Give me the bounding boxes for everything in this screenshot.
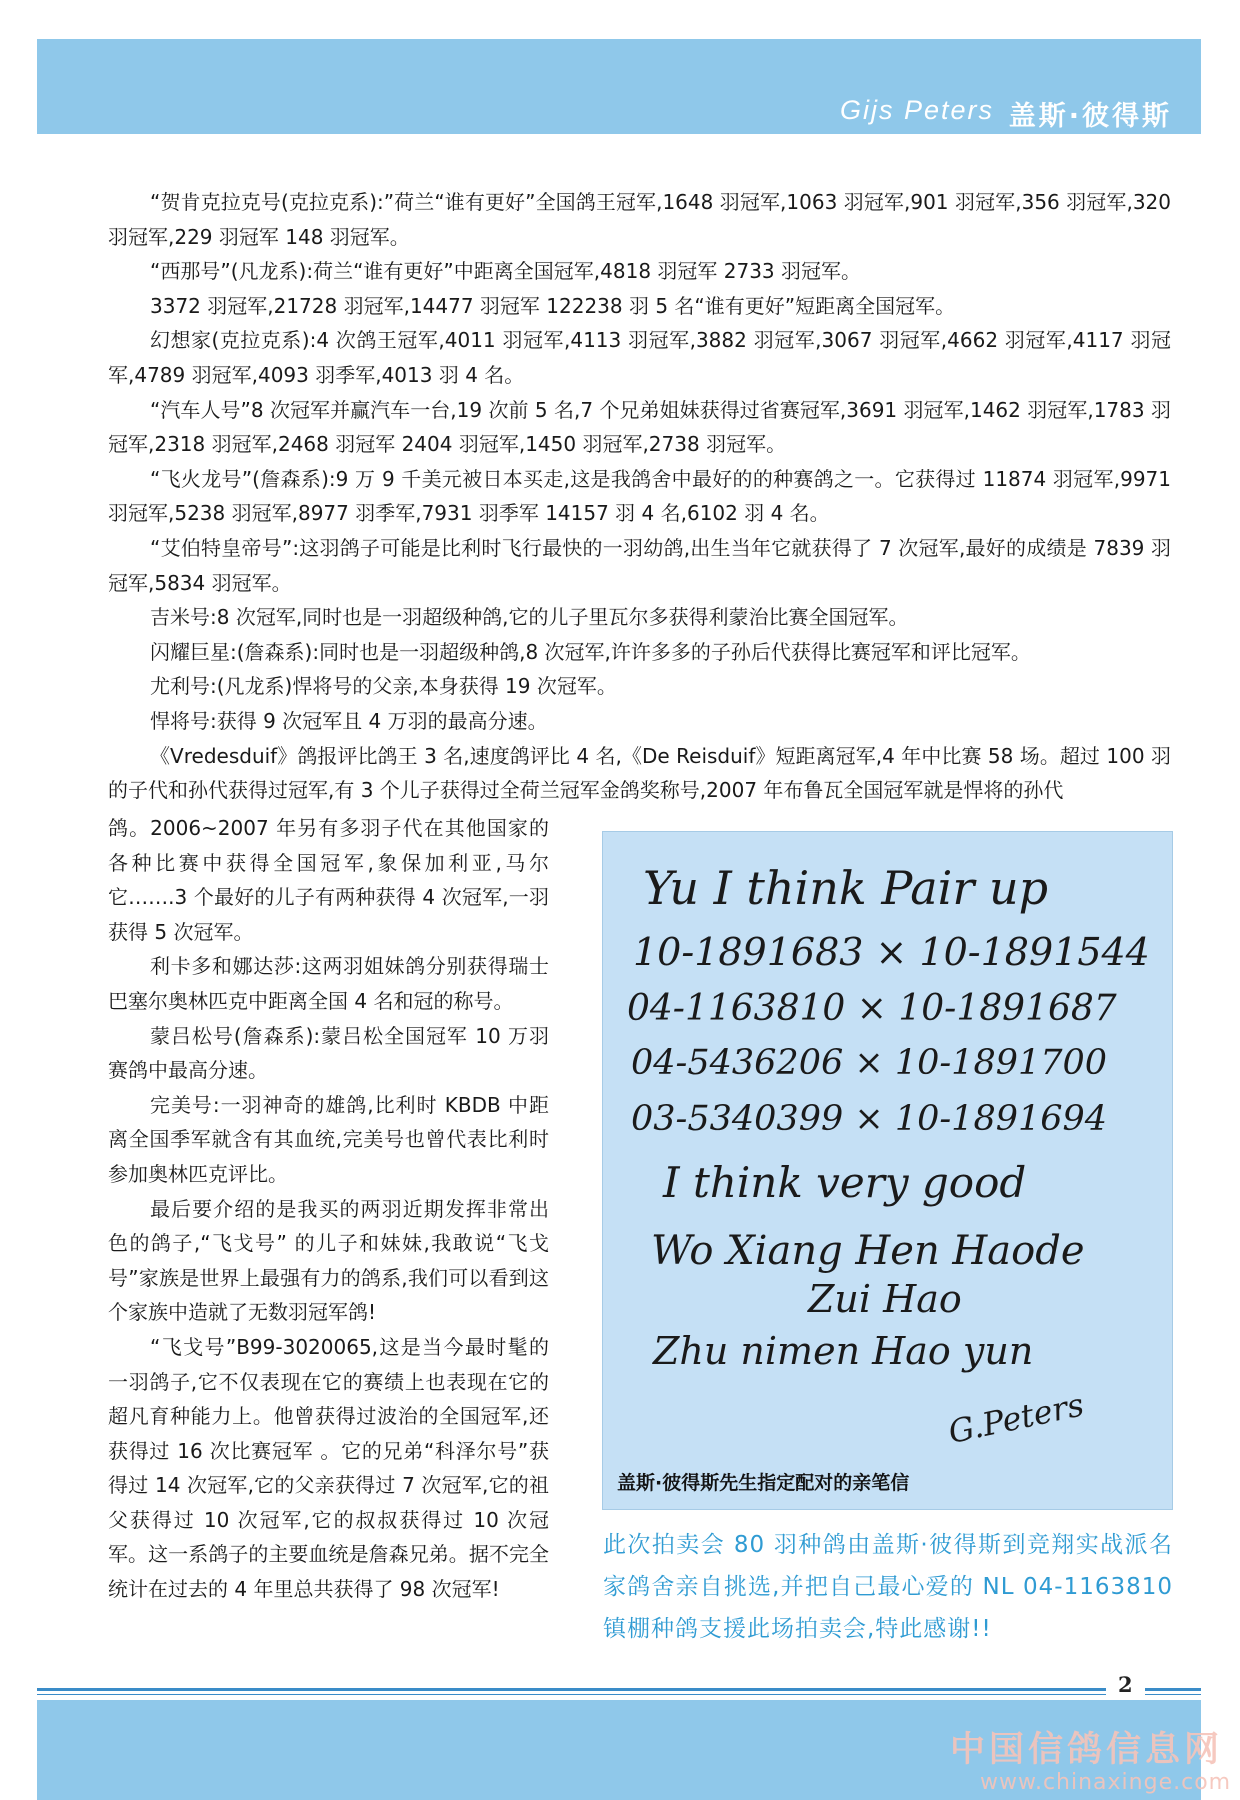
header-latin-name: Gijs Peters	[839, 95, 994, 125]
paragraph: 鸽。2006~2007 年另有多羽子代在其他国家的各种比赛中获得全国冠军,象保加利亚,马尔它…….3 个最好的儿子有两种获得 4 次冠军,一羽获得 5 次冠军。	[108, 816, 549, 944]
left-column-text	[108, 811, 549, 1607]
paragraph: 3372 羽冠军,21728 羽冠军,14477 羽冠军 122238 羽 5 名“谁有更好”短距离全国冠军。	[150, 293, 956, 318]
watermark-site-name: 中国信鸽信息网	[950, 1730, 1224, 1770]
signature: G.Peters	[945, 1385, 1088, 1452]
body-text	[108, 185, 1171, 808]
paragraph: 闪耀巨星:(詹森系):同时也是一羽超级种鸽,8 次冠军,许许多多的子孙后代获得比赛冠军和评比冠军。	[150, 639, 1031, 664]
handwriting-line: Zui Hao	[808, 1277, 962, 1321]
handwritten-letter-image	[602, 831, 1173, 1510]
paragraph: “汽车人号”8 次冠军并赢汽车一台,19 次前 5 名,7 个兄弟姐妹获得过省赛冠军,3691 羽冠军,1462 羽冠军,1783 羽冠军,2318 羽冠军,2468 羽冠军 2404 羽冠军,1450 羽冠军,2738 羽冠军。	[108, 397, 1171, 457]
handwriting-line: I think very good	[663, 1158, 1027, 1207]
paragraph: 尤利号:(凡龙系)悍将号的父亲,本身获得 19 次冠军。	[150, 674, 617, 699]
handwriting-line: Zhu nimen Hao yun	[653, 1329, 1034, 1373]
footer-rule	[37, 1688, 1201, 1691]
paragraph: 《Vredesduif》鸽报评比鸽王 3 名,速度鸽评比 4 名,《De Reisduif》短距离冠军,4 年中比赛 58 场。超过 100 羽的子代和孙代获得过冠军,有 3 个儿子获得过全荷兰冠军金鸽奖称号,2007 年布鲁瓦全国冠军就是悍将的孙代	[108, 743, 1171, 803]
handwriting-svg	[603, 832, 1172, 1509]
paragraph: 最后要介绍的是我买的两羽近期发挥非常出色的鸽子,“飞戈号” 的儿子和妹妹,我敢说“飞戈号”家族是世界上最强有力的鸽系,我们可以看到这个家族中造就了无数羽冠军鸽!	[108, 1196, 549, 1325]
handwriting-line: 04-1163810 × 10-1891687	[627, 988, 1117, 1029]
paragraph: 利卡多和娜达莎:这两羽姐妹鸽分别获得瑞士巴塞尔奥林匹克中距离全国 4 名和冠的称号。	[108, 954, 549, 1013]
header-chinese-name: 盖斯·彼得斯	[1008, 101, 1172, 132]
letter-caption: 盖斯·彼得斯先生指定配对的亲笔信	[617, 1472, 910, 1494]
thanks-note: 此次拍卖会 80 羽种鸽由盖斯·彼得斯到竞翔实战派名家鸽舍亲自挑选,并把自己最心爱的 NL 04-1163810 镇棚种鸽支援此场拍卖会,特此感谢!!	[603, 1532, 1173, 1642]
footer-rule-thin	[37, 1694, 1201, 1695]
paragraph: 完美号:一羽神奇的雄鸽,比利时 KBDB 中距离全国季军就含有其血统,完美号也曾代表比利时参加奥林匹克评比。	[108, 1092, 549, 1186]
paragraph: 吉米号:8 次冠军,同时也是一羽超级种鸽,它的儿子里瓦尔多获得利蒙治比赛全国冠军。	[150, 605, 909, 630]
handwriting-line: Wo Xiang Hen Haode	[651, 1228, 1085, 1274]
paragraph: 幻想家(克拉克系):4 次鸽王冠军,4011 羽冠军,4113 羽冠军,3882 羽冠军,3067 羽冠军,4662 羽冠军,4117 羽冠军,4789 羽冠军,4093 羽季军,4013 羽 4 名。	[108, 328, 1171, 387]
paragraph: “西那号”(凡龙系):荷兰“谁有更好”中距离全国冠军,4818 羽冠军 2733 羽冠军。	[150, 259, 862, 284]
handwriting-line: 03-5340399 × 10-1891694	[631, 1099, 1108, 1139]
paragraph: 悍将号:获得 9 次冠军且 4 万羽的最高分速。	[150, 708, 548, 733]
paragraph: “飞戈号”B99-3020065,这是当今最时髦的一羽鸽子,它不仅表现在它的赛绩上也表现在它的超凡育种能力上。他曾获得过波治的全国冠军,还获得过 16 次比赛冠军 。它的兄弟“科泽尔号”获得过 14 次冠军,它的父亲获得过 7 次冠军,它的祖父获得过 10 次冠军,它的叔叔获得过 10 次冠军。这一系鸽子的主要血统是詹森兄弟。据不完全统计在过去的 4 年里总共获得了 98 次冠军!	[108, 1334, 549, 1602]
page-number: 2	[1106, 1672, 1145, 1697]
paragraph: 蒙吕松号(詹森系):蒙吕松全国冠军 10 万羽赛鸽中最高分速。	[108, 1023, 549, 1083]
handwriting-line: 04-5436206 × 10-1891700	[631, 1043, 1108, 1083]
handwriting-line: Yu I think Pair up	[643, 861, 1049, 915]
handwriting-line: 10-1891683 × 10-1891544	[633, 930, 1150, 974]
paragraph: “艾伯特皇帝号”:这羽鸽子可能是比利时飞行最快的一羽幼鸽,出生当年它就获得了 7 次冠军,最好的成绩是 7839 羽冠军,5834 羽冠军。	[108, 535, 1171, 595]
paragraph: “贺肯克拉克号(克拉克系):”荷兰“谁有更好”全国鸽王冠军,1648 羽冠军,1063 羽冠军,901 羽冠军,356 羽冠军,320 羽冠军,229 羽冠军 148 羽冠军。	[108, 190, 1171, 249]
watermark-url: www.chinaxinge.com	[980, 1770, 1232, 1795]
paragraph: “飞火龙号”(詹森系):9 万 9 千美元被日本买走,这是我鸽舍中最好的的种赛鸽之一。它获得过 11874 羽冠军,9971 羽冠军,5238 羽冠军,8977 羽季军,7931 羽季军 14157 羽 4 名,6102 羽 4 名。	[108, 466, 1171, 526]
